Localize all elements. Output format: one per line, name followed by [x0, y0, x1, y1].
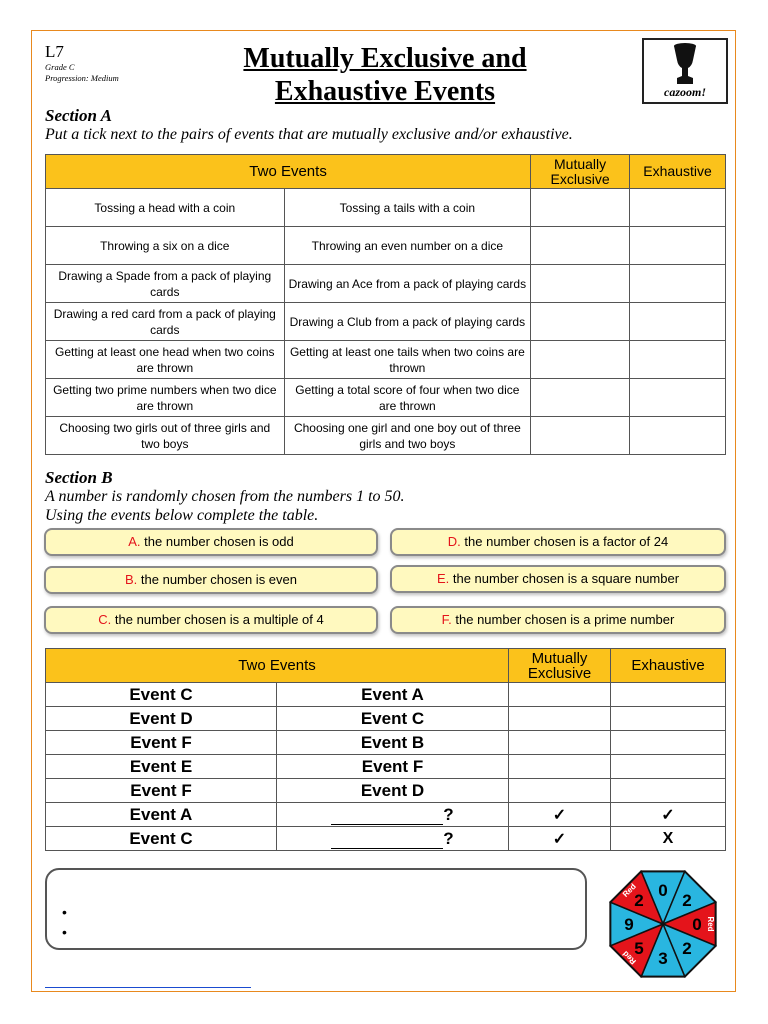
exhaustive-answer-cell[interactable]: [611, 731, 726, 755]
mutually-exclusive-answer-cell[interactable]: [531, 341, 630, 379]
event-2-cell: Event B: [277, 731, 509, 755]
section-b-row: [46, 731, 726, 755]
title-line-2: Exhaustive Events: [274, 76, 496, 107]
event-f-text: the number chosen is a prime number: [455, 612, 675, 627]
section-a-row: [46, 303, 726, 341]
question-mark: ?: [443, 804, 454, 824]
section-a-instruction: Put a tick next to the pairs of events that are mutually exclusive and/or exhaustive.: [45, 126, 573, 143]
event-2-cell: Choosing one girl and one boy out of three girls and two boys: [284, 417, 531, 455]
note-bullet-1: •: [62, 904, 67, 920]
section-a-row: [46, 227, 726, 265]
event-1-cell: Drawing a Spade from a pack of playing cards: [46, 265, 285, 303]
section-b-row: [46, 827, 726, 851]
section-a-row: [46, 379, 726, 417]
event-2-cell[interactable]: [277, 827, 509, 851]
event-2-cell: Getting at least one tails when two coins are thrown: [284, 341, 531, 379]
event-2-cell: Getting a total score of four when two dice are thrown: [284, 379, 531, 417]
event-c-card: [44, 606, 378, 634]
mutually-exclusive-answer-cell[interactable]: [509, 707, 611, 731]
section-b-row: [46, 683, 726, 707]
exhaustive-answer-cell[interactable]: [611, 779, 726, 803]
event-2-cell[interactable]: [277, 803, 509, 827]
mutually-exclusive-answer-cell[interactable]: [509, 683, 611, 707]
mutually-exclusive-answer-cell[interactable]: [531, 189, 630, 227]
section-b-row: [46, 707, 726, 731]
event-a-card: [44, 528, 378, 556]
event-a-text: the number chosen is odd: [144, 534, 294, 549]
footer-link-line: [45, 987, 251, 988]
level-label: L7: [45, 42, 64, 61]
mutually-exclusive-answer-cell[interactable]: [509, 755, 611, 779]
mutually-exclusive-answer-cell[interactable]: [531, 379, 630, 417]
spinner-sector-label: Red: [620, 881, 638, 899]
spinner-diagram: [603, 864, 723, 984]
event-b-letter: B.: [124, 572, 138, 587]
exhaustive-answer-cell[interactable]: [630, 417, 726, 455]
event-f-card: [390, 606, 726, 634]
event-f-letter: F.: [441, 612, 452, 627]
spinner-sector-value: 9: [624, 915, 634, 934]
mutually-exclusive-answer-cell[interactable]: [531, 303, 630, 341]
exhaustive-answer-cell[interactable]: ✓: [611, 803, 726, 827]
mutually-exclusive-answer-cell[interactable]: [509, 731, 611, 755]
event-1-cell: Throwing a six on a dice: [46, 227, 285, 265]
mutually-exclusive-answer-cell[interactable]: ✓: [509, 827, 611, 851]
event-1-cell: Event F: [46, 731, 277, 755]
event-e-text: the number chosen is a square number: [452, 571, 680, 586]
section-b-heading: Section B: [45, 468, 113, 487]
exhaustive-answer-cell[interactable]: [630, 265, 726, 303]
section-a-row: [46, 265, 726, 303]
mutually-exclusive-answer-cell[interactable]: ✓: [509, 803, 611, 827]
event-e-card: [390, 565, 726, 593]
header-mutually-exclusive: Mutually Exclusive: [531, 155, 630, 189]
event-2-cell: Throwing an even number on a dice: [284, 227, 531, 265]
section-a-row: [46, 189, 726, 227]
event-c-letter: C.: [98, 612, 112, 627]
note-bullet-2: •: [62, 924, 67, 940]
event-1-cell: Event F: [46, 779, 277, 803]
section-a-row: [46, 341, 726, 379]
header-two-events: Two Events: [46, 155, 531, 189]
section-b-row: [46, 779, 726, 803]
exhaustive-answer-cell[interactable]: [630, 341, 726, 379]
section-a-heading: Section A: [45, 106, 112, 125]
mutually-exclusive-answer-cell[interactable]: [531, 227, 630, 265]
grade-label: Grade C: [45, 62, 75, 72]
exhaustive-answer-cell[interactable]: X: [611, 827, 726, 851]
page-title: [150, 42, 620, 108]
event-2-cell: Event F: [277, 755, 509, 779]
section-a-row: [46, 417, 726, 455]
event-1-cell: Event C: [46, 827, 277, 851]
spinner-sector-value: 2: [634, 890, 644, 910]
exhaustive-answer-cell[interactable]: [630, 379, 726, 417]
trophy-icon: [644, 40, 726, 90]
section-a-table: [45, 154, 726, 455]
spinner-sector-value: 0: [692, 915, 702, 934]
event-d-letter: D.: [447, 534, 461, 549]
exhaustive-answer-cell[interactable]: [611, 683, 726, 707]
answer-blank[interactable]: [331, 807, 443, 825]
event-2-cell: Event D: [277, 779, 509, 803]
spinner-sector-value: 2: [682, 890, 692, 910]
spinner-sector-value: 0: [658, 881, 668, 900]
event-a-letter: A.: [128, 534, 141, 549]
event-b-text: the number chosen is even: [140, 572, 298, 587]
answer-blank[interactable]: [331, 831, 443, 849]
section-b-row: [46, 755, 726, 779]
mutually-exclusive-answer-cell[interactable]: [531, 265, 630, 303]
note-box: [45, 868, 587, 950]
header-two-events-b: Two Events: [46, 649, 509, 683]
exhaustive-answer-cell[interactable]: [611, 755, 726, 779]
section-b-instruction-2: Using the events below complete the table.: [45, 507, 319, 524]
question-mark: ?: [443, 828, 454, 848]
spinner-sector-label: Red: [620, 949, 638, 967]
event-1-cell: Event C: [46, 683, 277, 707]
event-2-cell: Drawing an Ace from a pack of playing cards: [284, 265, 531, 303]
section-b-instruction-1: A number is randomly chosen from the numbers 1 to 50.: [45, 488, 405, 505]
exhaustive-answer-cell[interactable]: [630, 227, 726, 265]
event-1-cell: Event D: [46, 707, 277, 731]
mutually-exclusive-answer-cell[interactable]: [531, 417, 630, 455]
header-exhaustive: Exhaustive: [630, 155, 726, 189]
title-line-1: Mutually Exclusive and: [243, 43, 527, 74]
event-d-card: [390, 528, 726, 556]
event-2-cell: Drawing a Club from a pack of playing cards: [284, 303, 531, 341]
event-c-text: the number chosen is a multiple of 4: [114, 612, 324, 627]
cazoom-logo: [642, 38, 728, 104]
event-1-cell: Event E: [46, 755, 277, 779]
event-1-cell: Choosing two girls out of three girls and two boys: [46, 417, 285, 455]
spinner-sector-value: 3: [658, 949, 668, 968]
header-mutually-exclusive-b: Mutually Exclusive: [509, 649, 611, 683]
section-b-row: [46, 803, 726, 827]
logo-text: cazoom!: [664, 85, 706, 99]
exhaustive-answer-cell[interactable]: [611, 707, 726, 731]
event-b-card: [44, 566, 378, 594]
progression-label: Progression: Medium: [45, 73, 119, 83]
spinner-sector-value: 5: [634, 939, 644, 959]
exhaustive-answer-cell[interactable]: [630, 189, 726, 227]
event-2-cell: Event C: [277, 707, 509, 731]
event-1-cell: Tossing a head with a coin: [46, 189, 285, 227]
event-1-cell: Getting two prime numbers when two dice are thrown: [46, 379, 285, 417]
event-e-letter: E.: [436, 571, 450, 586]
event-1-cell: Event A: [46, 803, 277, 827]
event-d-text: the number chosen is a factor of 24: [464, 534, 669, 549]
header-exhaustive-b: Exhaustive: [611, 649, 726, 683]
event-1-cell: Getting at least one head when two coins are thrown: [46, 341, 285, 379]
event-1-cell: Drawing a red card from a pack of playing cards: [46, 303, 285, 341]
event-2-cell: Tossing a tails with a coin: [284, 189, 531, 227]
spinner-sector-value: 2: [682, 939, 692, 959]
mutually-exclusive-answer-cell[interactable]: [509, 779, 611, 803]
spinner-sector-label: Red: [706, 916, 715, 932]
section-b-table: [45, 648, 726, 851]
event-2-cell: Event A: [277, 683, 509, 707]
exhaustive-answer-cell[interactable]: [630, 303, 726, 341]
